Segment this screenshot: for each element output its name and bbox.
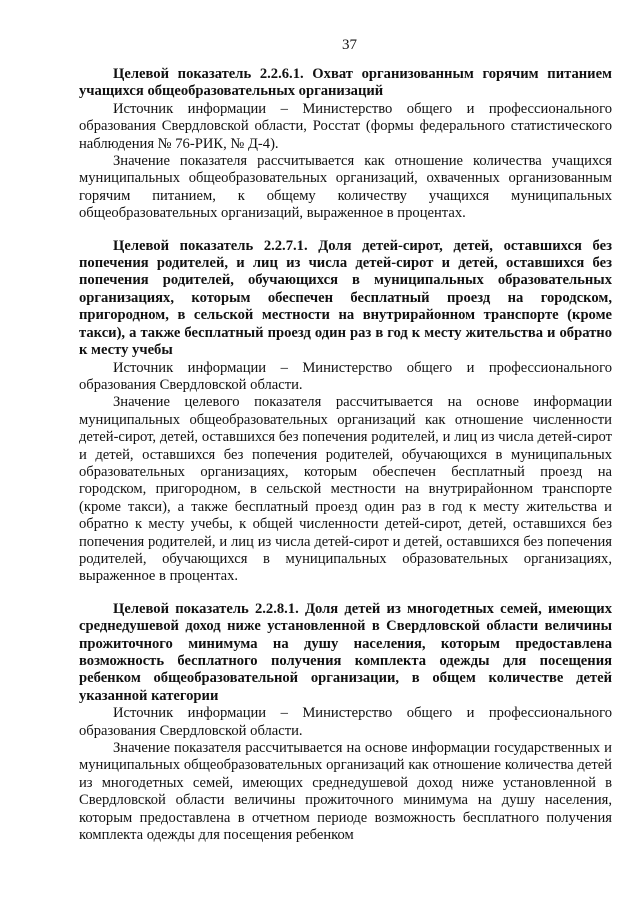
document-page bbox=[79, 30, 612, 844]
indicator-calculation: Значение показателя рассчитывается как отношение количества учащихся муниципальных общеобразовательных организаций, охваченных организованным горячим питанием, к общему количеству учащихся муниципальных общеобразовательных организаций, выраженное в процентах. bbox=[79, 153, 612, 222]
indicator-source: Источник информации – Министерство общего и профессионального образования Свердловской области. bbox=[79, 359, 612, 393]
indicator-heading: Целевой показатель 2.2.6.1. Охват организованным горячим питанием учащихся общеобразовательных организаций bbox=[79, 66, 612, 100]
indicator-source: Источник информации – Министерство общего и профессионального образования Свердловской области, Росстат (формы федерального статистического наблюдения № 76-РИК, № Д-4). bbox=[79, 100, 612, 152]
indicator-source: Источник информации – Министерство общего и профессионального образования Свердловской области. bbox=[79, 705, 612, 739]
indicator-heading: Целевой показатель 2.2.8.1. Доля детей из многодетных семей, имеющих среднедушевой доход ниже установленной в Свердловской области величины прожиточного минимума на душу населения, которым предоставлена возможность бесплатного получения комплекта одежды для посещения ребенком общеобразовательной организации, в общем количестве детей указанной категории bbox=[79, 600, 612, 704]
indicator-section-2-2-7-1 bbox=[79, 238, 612, 586]
indicator-section-2-2-6-1 bbox=[79, 66, 612, 223]
indicator-calculation: Значение показателя рассчитывается на основе информации государственных и муниципальных общеобразовательных организаций как отношение количества детей из многодетных семей, имеющих среднедушевой доход ниже установленной в Свердловской области величины прожиточного минимума на душу населения, которым предоставлена в отчетном периоде возможность бесплатного получения комплекта одежды для посещения ребенком bbox=[79, 740, 612, 844]
indicator-heading: Целевой показатель 2.2.7.1. Доля детей-сирот, детей, оставшихся без попечения родителей, и лиц из числа детей-сирот и детей, оставшихся без попечения родителей, обучающихся в муниципальных образовательных организациях, которым обеспечен бесплатный проезд на городском, пригородном, в сельской местности на внутрирайонном транспорте (кроме такси), а также бесплатный проезд один раз в год к месту жительства и обратно к месту учебы bbox=[79, 237, 612, 359]
indicator-section-2-2-8-1 bbox=[79, 601, 612, 845]
indicator-calculation: Значение целевого показателя рассчитывается на основе информации муниципальных общеобразовательных организаций как отношение численности детей-сирот, детей, оставшихся без попечения родителей, и лиц из числа детей-сирот и детей, оставшихся без попечения родителей, обучающихся в муниципальных образовательных организациях, которым обеспечен бесплатный проезд на городском, пригородном, в сельской местности на внутрирайонном транспорте (кроме такси), а также бесплатный проезд один раз в год к месту жительства и обратно к месту учебы, к общей численности детей-сирот, детей, оставшихся без попечения родителей, и лиц из числа детей-сирот и детей, оставшихся без попечения родителей, обучающихся в муниципальных образовательных организациях, выраженное в процентах. bbox=[79, 394, 612, 585]
page-number: 37 bbox=[342, 37, 357, 53]
